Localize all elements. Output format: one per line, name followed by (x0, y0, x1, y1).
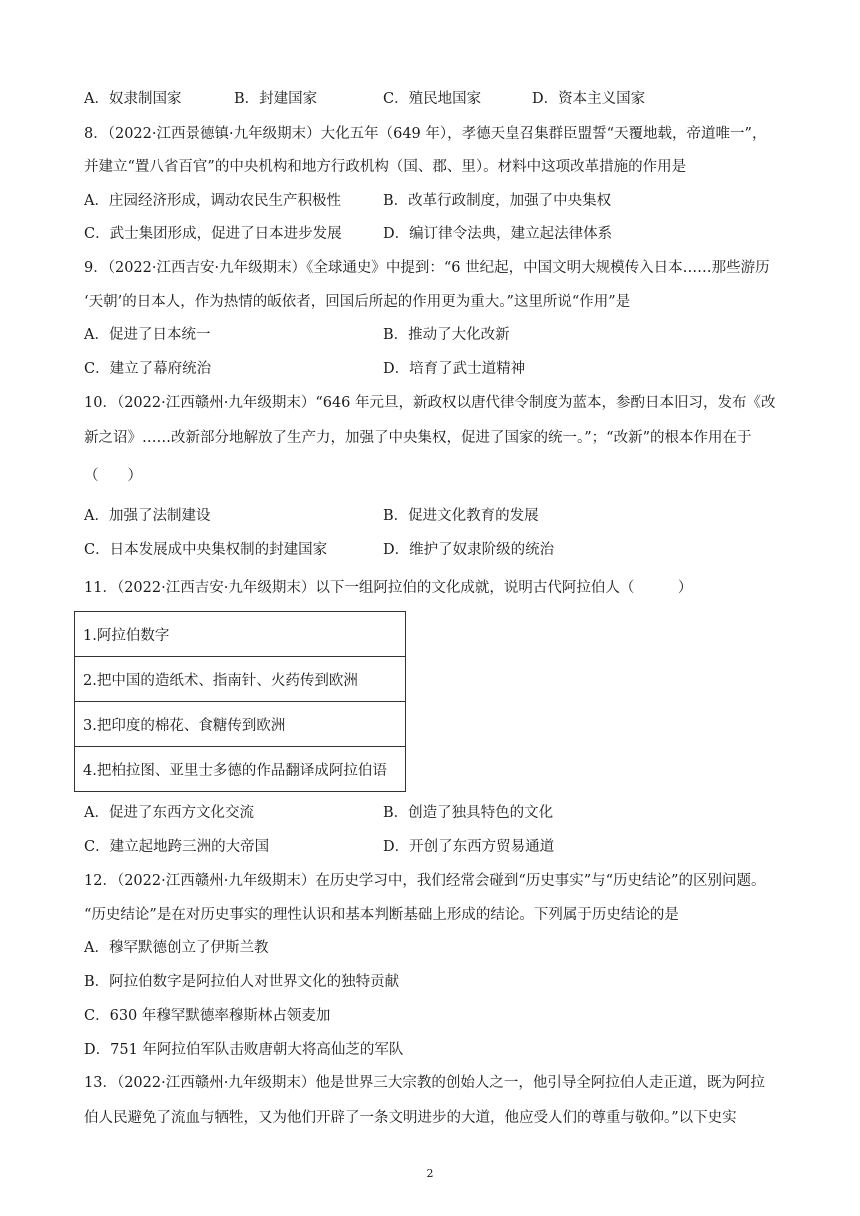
table-cell: 1.阿拉伯数字 (75, 612, 406, 657)
table-row (75, 612, 406, 657)
q10-option-b: B．促进文化教育的发展 (383, 508, 539, 524)
q11-stem: 11．（2022·江西吉安·九年级期末）以下一组阿拉伯的文化成就，说明古代阿拉伯人（ ） (84, 580, 693, 596)
q10-stem-line-3: （ ） (84, 468, 142, 484)
table-cell: 3.把印度的棉花、食糖传到欧洲 (75, 702, 406, 747)
q12-stem-line-2: “历史结论”是在对历史事实的理性认识和基本判断基础上形成的结论。下列属于历史结论的是 (84, 907, 679, 923)
q10-stem-line-2: 新之诏》……改新部分地解放了生产力，加强了中央集权，促进了国家的统一。”；“改新”的根本作用在于 (84, 430, 752, 446)
q12-option-c: C．630 年穆罕默德率穆斯林占领麦加 (84, 1008, 331, 1024)
page-number: 2 (426, 1167, 434, 1180)
table-row (75, 657, 406, 702)
q9-option-d: D．培育了武士道精神 (383, 361, 526, 377)
table-cell: 2.把中国的造纸术、指南针、火药传到欧洲 (75, 657, 406, 702)
q13-stem-line-1: 13．（2022·江西赣州·九年级期末）他是世界三大宗教的创始人之一，他引导全阿拉伯人走正道，既为阿拉 (84, 1075, 765, 1091)
q12-option-b: B．阿拉伯数字是阿拉伯人对世界文化的独特贡献 (84, 974, 400, 990)
q11-option-b: B．创造了独具特色的文化 (383, 805, 554, 821)
q10-option-d: D．维护了奴隶阶级的统治 (383, 542, 555, 558)
q11-option-d: D．开创了东西方贸易通道 (383, 839, 555, 855)
q8-stem-line-1: 8．（2022·江西景德镇·九年级期末）大化五年（649 年），孝德天皇召集群臣盟誓“天覆地载，帝道唯一”， (84, 126, 767, 142)
table-row (75, 702, 406, 747)
q7-option-b: B．封建国家 (234, 91, 318, 107)
table-row (75, 747, 406, 792)
q9-stem-line-1: 9．（2022·江西吉安·九年级期末）《全球通史》中提到：“6 世纪起，中国文明大规模传入日本……那些游历 (84, 260, 770, 276)
q9-option-b: B．推动了大化改新 (383, 327, 510, 343)
q9-option-c: C．建立了幕府统治 (84, 361, 212, 377)
q7-option-d: D．资本主义国家 (532, 91, 646, 107)
q10-option-a: A．加强了法制建设 (84, 508, 211, 524)
q10-option-c: C．日本发展成中央集权制的封建国家 (84, 542, 328, 558)
q11-option-a: A．促进了东西方文化交流 (84, 805, 254, 821)
q12-stem-line-1: 12．（2022·江西赣州·九年级期末）在历史学习中，我们经常会碰到“历史事实”与“历史结论”的区别问题。 (84, 873, 766, 889)
q11-option-c: C．建立起地跨三洲的大帝国 (84, 839, 270, 855)
q9-stem-line-2: ‘天朝’的日本人，作为热情的皈依者，回国后所起的作用更为重大。”这里所说“作用”是 (84, 294, 631, 310)
q9-option-a: A．促进了日本统一 (84, 327, 211, 343)
q7-option-a: A．奴隶制国家 (84, 91, 182, 107)
q12-option-d: D．751 年阿拉伯军队击败唐朝大将高仙芝的军队 (84, 1042, 404, 1058)
q7-option-c: C．殖民地国家 (383, 91, 482, 107)
q8-option-d: D．编订律令法典，建立起法律体系 (383, 226, 613, 242)
q11-facts-table (74, 611, 406, 792)
q8-option-c: C．武士集团形成，促进了日本进步发展 (84, 226, 342, 242)
q8-option-b: B．改革行政制度，加强了中央集权 (383, 193, 612, 209)
q12-option-a: A．穆罕默德创立了伊斯兰教 (84, 940, 269, 956)
q8-stem-line-2: 并建立“置八省百官”的中央机构和地方行政机构（国、郡、里）。材料中这项改革措施的作用是 (84, 159, 687, 175)
table-cell: 4.把柏拉图、亚里士多德的作品翻译成阿拉伯语 (75, 747, 406, 792)
q8-option-a: A．庄园经济形成，调动农民生产积极性 (84, 193, 341, 209)
q13-stem-line-2: 伯人民避免了流血与牺牲，又为他们开辟了一条文明进步的大道，他应受人们的尊重与敬仰。”以下史实 (84, 1110, 737, 1126)
q10-stem-line-1: 10．（2022·江西赣州·九年级期末）“646 年元旦，新政权以唐代律令制度为蓝本，参酌日本旧习，发布《改 (84, 395, 776, 411)
